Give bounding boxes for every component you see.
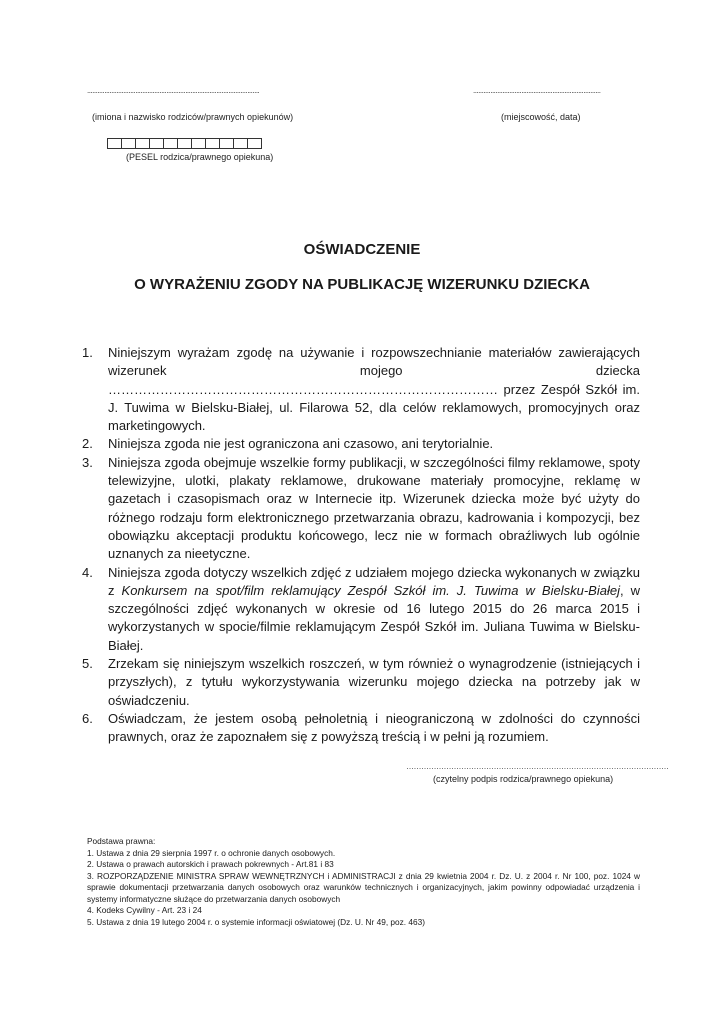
clause-item: [82, 344, 640, 435]
clause-number: 3.: [82, 454, 93, 470]
pesel-caption: (PESEL rodzica/prawnego opiekuna): [126, 152, 274, 162]
clause-text: Niniejsza zgoda dotyczy wszelkich zdjęć z udziałem mojego dziecka wykonanych w związku z: [108, 564, 640, 598]
name-caption: (imiona i nazwisko rodziców/prawnych opiekunów): [92, 112, 294, 122]
clause-list: [82, 344, 640, 747]
pesel-digit-box[interactable]: [191, 138, 206, 149]
pesel-digit-box[interactable]: [219, 138, 234, 149]
clause-item: [82, 454, 640, 564]
pesel-digit-box[interactable]: [107, 138, 122, 149]
clause-text: Oświadczam, że jestem osobą pełnoletnią i nieograniczoną w zdolności do czynności prawnych, oraz że zapoznałem się z powyższą treścią i w pełni ją rozumiem.: [108, 710, 640, 745]
legal-heading: Podstawa prawna:: [87, 836, 156, 846]
clause-text: Niniejsza zgoda nie jest ograniczona ani czasowo, ani terytorialnie.: [108, 436, 494, 452]
clause-text: Niniejsza zgoda obejmuje wszelkie formy publikacji, w szczególności filmy reklamowe, spoty telewizyjne, ulotki, plakaty reklamowe, drukowane materiały promocyjne, reklamę w gazetach i czasopismach oraz w Internecie itp. Wizerunek dziecka może być użyty do różnego rodzaju form elektronicznego przetwarzania obrazu, kadrowania i kompozycji, bez obowiązku akceptacji produktu końcowego, lecz nie w formach obraźliwych lub ogólnie uznanych za nieetyczne.: [108, 454, 640, 562]
legal-line: 2. Ustawa o prawach autorskich i prawach pokrewnych - Art.81 i 83: [87, 859, 334, 869]
clause-text: przez Zespół Szkół im. J. Tuwima w Bielsku-Białej, ul. Filarowa 52, dla celów reklamowych, promocyjnych oraz marketingowych.: [108, 381, 640, 434]
place-date-caption: (miejscowość, data): [501, 112, 581, 122]
clause-item: [82, 435, 640, 453]
pesel-digit-box[interactable]: [247, 138, 262, 149]
clause-number: 5.: [82, 656, 93, 672]
clause-text: Niniejszym wyrażam zgodę na używanie i rozpowszechnianie materiałów zawierających wizerunek mojego dziecka: [108, 345, 640, 379]
clause-text: , w szczególności zdjęć wykonanych w okresie od 16 lutego 2015 do 26 marca 2015 i wykorzystanych w spocie/filmie reklamującym Zespół Szkół im. Juliana Tuwima w Bielsku-Białej.: [108, 582, 640, 653]
legal-basis: [87, 836, 640, 928]
pesel-digit-box[interactable]: [135, 138, 150, 149]
clause-text: Zrzekam się niniejszym wszelkich roszczeń, w tym również o wynagrodzenie (istniejących i przyszłych), z tytułu wykorzystywania wizerunku mojego dziecka na potrzeby jak w oświadczeniu.: [108, 656, 640, 708]
pesel-digit-box[interactable]: [233, 138, 248, 149]
clause-number: 6.: [82, 710, 93, 726]
legal-line: 3. ROZPORZĄDZENIE MINISTRA SPRAW WEWNĘTRZNYCH i ADMINISTRACJI z dnia 29 kwietnia 2004 r. Dz. U. z 2004 r. Nr 100, poz. 1024 w sprawie dokumentacji przetwarzania danych osobowych oraz warunków technicznych i organizacyjnych, jakim powinny odpowiadać urządzenia i systemy informatyczne służące do przetwarzania danych osobowych: [87, 870, 640, 904]
pesel-digit-box[interactable]: [149, 138, 164, 149]
legal-line: 1. Ustawa z dnia 29 sierpnia 1997 r. o ochronie danych osobowych.: [87, 847, 336, 858]
contest-name: Konkursem na spot/film reklamujący Zespół Szkół im. J. Tuwima w Bielsku-Białej: [121, 582, 620, 598]
child-name-fill-line[interactable]: ………………………………………………………………………………: [108, 381, 498, 397]
pesel-digit-box[interactable]: [177, 138, 192, 149]
clause-item: [82, 564, 640, 655]
legal-line: 4. Kodeks Cywilny - Art. 23 i 24: [87, 905, 202, 915]
place-date-line[interactable]: ..........................................................................: [473, 86, 601, 95]
clause-number: 1.: [82, 345, 93, 360]
document-title: OŚWIADCZENIE: [303, 241, 421, 258]
pesel-digit-box[interactable]: [163, 138, 178, 149]
clause-item: [82, 655, 640, 710]
legal-line: 5. Ustawa z dnia 19 lutego 2004 r. o systemie informacji oświatowej (Dz. U. Nr 49, poz. 463): [87, 916, 426, 927]
pesel-digit-box[interactable]: [121, 138, 136, 149]
pesel-digit-box[interactable]: [205, 138, 220, 149]
clause-number: 2.: [82, 436, 93, 452]
clause-number: 4.: [82, 564, 93, 580]
guardian-signature-line[interactable]: ……………………………………………………………………………………………: [406, 762, 669, 771]
name-signature-line[interactable]: ....................................................................................................: [87, 86, 260, 95]
pesel-input-boxes[interactable]: [108, 138, 262, 149]
clause-item: [82, 710, 640, 747]
signature-caption: (czytelny podpis rodzica/prawnego opiekuna): [433, 774, 614, 784]
document-subtitle: O WYRAŻENIU ZGODY NA PUBLIKACJĘ WIZERUNKU DZIECKA: [134, 276, 590, 293]
